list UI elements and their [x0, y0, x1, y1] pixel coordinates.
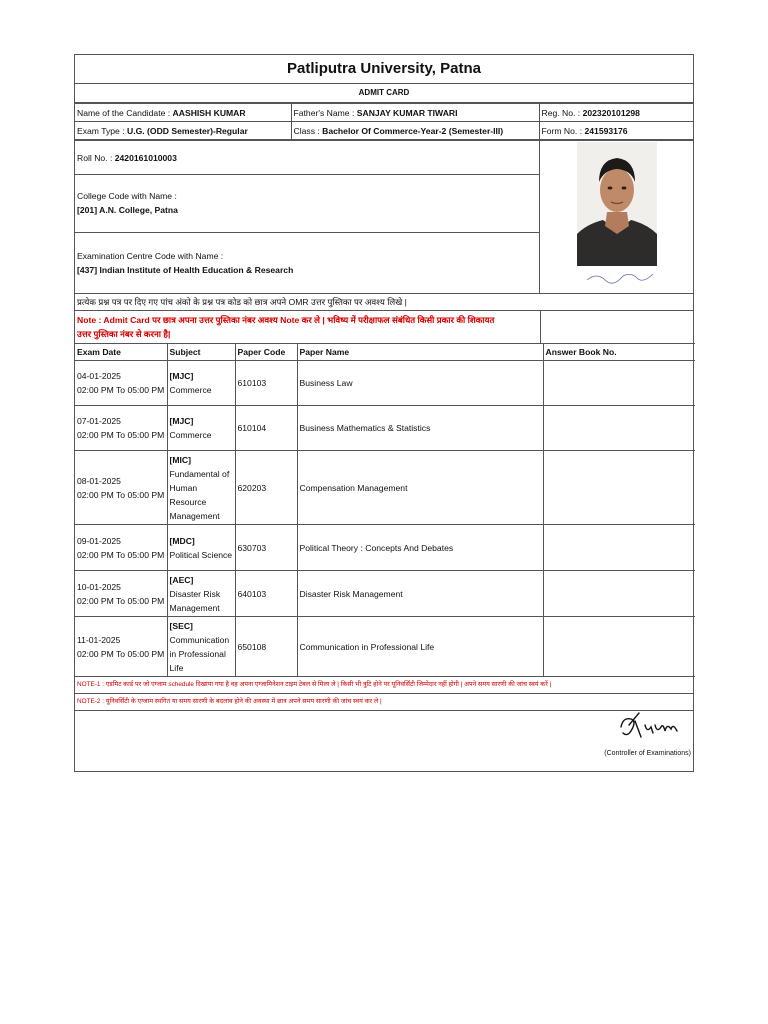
candidate-name: AASHISH KUMAR: [172, 107, 246, 118]
table-row: 11-01-2025 02:00 PM To 05:00 PM [SEC] Communication in Professional Life 650108 Communication in Professional Life: [75, 617, 695, 677]
father-name-cell: Father's Name : SANJAY KUMAR TIWARI: [291, 104, 539, 122]
candidate-info-table: [75, 103, 693, 140]
candidate-name-cell: Name of the Candidate : AASHISH KUMAR: [75, 104, 291, 122]
table-row: 08-01-2025 02:00 PM To 05:00 PM [MIC] Fundamental of Human Resource Management 620203 Compensation Management: [75, 451, 695, 525]
centre-name: [437] Indian Institute of Health Education & Research: [77, 265, 294, 275]
exam-type: U.G. (ODD Semester)-Regular: [127, 125, 248, 136]
table-row: 07-01-2025 02:00 PM To 05:00 PM [MJC] Commerce 610104 Business Mathematics & Statistics: [75, 406, 695, 451]
header-paper-code: Paper Code: [235, 344, 297, 361]
header-subject: Subject: [167, 344, 235, 361]
note-1: NOTE-1 : एडमिट कार्ड पर जो एग्जाम schedule दिखाया गया है वह अपना एग्जामिनेशन टाइम टेबल से मिला ले | किसी भी त्रुटि होने पर यूनिवर्सिटी जिम्मेदार नहीं होगी | अपने समय सारणी की जांच स्वयं करें |: [75, 677, 693, 694]
father-name: SANJAY KUMAR TIWARI: [356, 107, 458, 118]
centre-label: Examination Centre Code with Name :: [77, 251, 224, 261]
answer-book-note: [75, 310, 693, 343]
exam-centre-row: [75, 233, 539, 293]
reg-no: 202320101298: [582, 107, 640, 118]
exam-schedule-table: [75, 343, 695, 677]
form-no-cell: Form No. : 241593176: [539, 122, 693, 140]
admit-card: [74, 54, 694, 772]
college-row: [75, 175, 539, 233]
form-no: 241593176: [584, 125, 628, 136]
class-cell: Class : Bachelor Of Commerce-Year-2 (Semester-III): [291, 122, 539, 140]
candidate-photo: [577, 142, 657, 297]
candidate-details-section: [75, 140, 693, 294]
roll-no-row: Roll No. : 2420161010003: [75, 141, 539, 175]
table-row: 04-01-2025 02:00 PM To 05:00 PM [MJC] Commerce 610103 Business Law: [75, 361, 695, 406]
header-answer-book: Answer Book No.: [543, 344, 695, 361]
college-name: [201] A.N. College, Patna: [77, 205, 178, 215]
note-2: NOTE-2 : यूनिवर्सिटी के एग्जाम स्थगित या समय सारणी के बदलाव होने की अवस्था में छात्र अपने समय सारणी की जांच स्वयं कर ले |: [75, 694, 693, 711]
table-row: 10-01-2025 02:00 PM To 05:00 PM [AEC] Disaster Risk Management 640103 Disaster Risk Management: [75, 571, 695, 617]
admit-card-heading: ADMIT CARD: [75, 84, 693, 103]
note-red-line-1: Note : Admit Card पर छात्र अपना उत्तर पुस्तिका नंबर अवश्य Note कर ले | भविष्य में परीक्षाफल संबंधित किसी प्रकार की शिकायत: [77, 315, 495, 325]
exam-type-cell: Exam Type : U.G. (ODD Semester)-Regular: [75, 122, 291, 140]
schedule-header-row: [75, 344, 695, 361]
header-exam-date: Exam Date: [75, 344, 167, 361]
controller-label: (Controller of Examinations): [604, 750, 691, 757]
college-label: College Code with Name :: [77, 191, 177, 201]
controller-signature: [617, 709, 695, 743]
class-value: Bachelor Of Commerce-Year-2 (Semester-III): [322, 125, 504, 136]
note-red-line-2: उत्तर पुस्तिका नंबर से करना है|: [77, 329, 171, 339]
table-row: 09-01-2025 02:00 PM To 05:00 PM [MDC] Political Science 630703 Political Theory : Concepts And Debates: [75, 525, 695, 571]
omr-instruction: प्रत्येक प्रश्न पत्र पर दिए गए पांच अंको के प्रश्न पत्र कोड को छात्र अपने OMR उत्तर पुस्तिका पर अवश्य लिखे |: [77, 297, 407, 307]
university-title: Patliputra University, Patna: [75, 55, 693, 84]
header-paper-name: Paper Name: [297, 344, 543, 361]
roll-no: 2420161010003: [114, 153, 177, 163]
reg-no-cell: Reg. No. : 202320101298: [539, 104, 693, 122]
